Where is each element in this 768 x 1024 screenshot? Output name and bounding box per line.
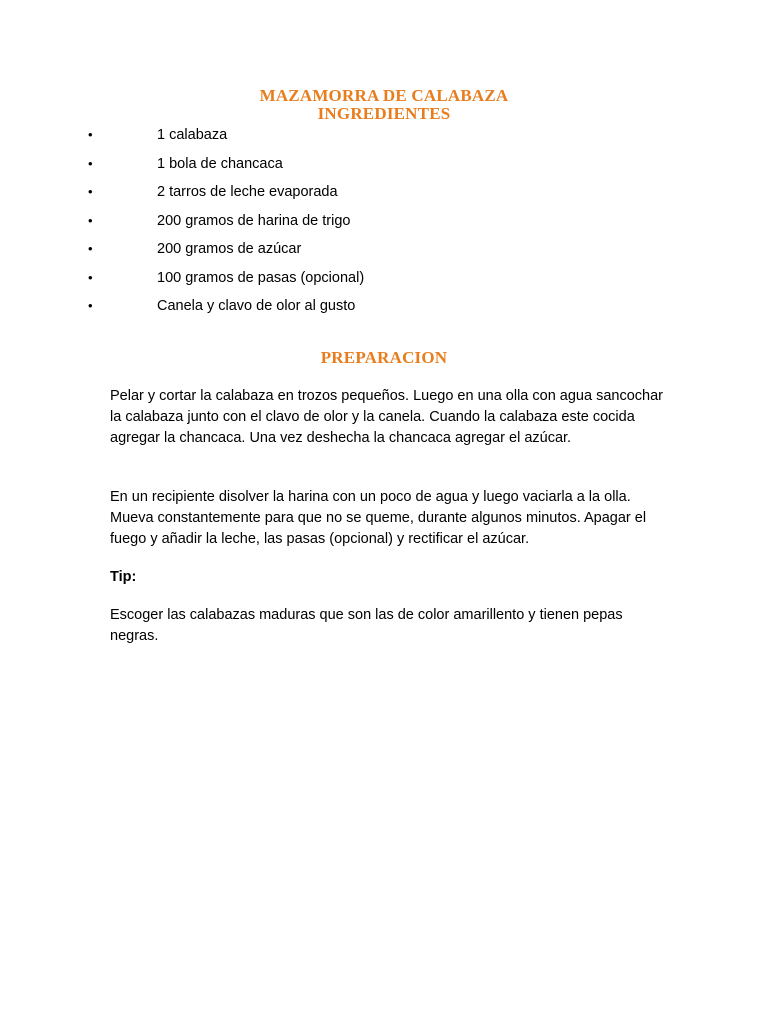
bullet-icon: • <box>88 212 93 228</box>
bullet-icon: • <box>88 298 93 313</box>
list-item <box>0 210 768 239</box>
ingredient-text: 1 bola de chancaca <box>157 155 283 172</box>
list-item <box>0 238 768 267</box>
ingredient-text: 100 gramos de pasas (opcional) <box>157 269 365 286</box>
recipe-title: MAZAMORRA DE CALABAZA <box>259 86 509 105</box>
bullet-icon: • <box>88 241 93 256</box>
ingredients-list <box>0 124 768 324</box>
bullet-icon: • <box>88 127 93 142</box>
list-item <box>0 153 768 182</box>
list-item <box>0 295 768 324</box>
list-item <box>0 181 768 210</box>
ingredient-text: Canela y clavo de olor al gusto <box>157 298 356 314</box>
preparation-paragraph-1: Pelar y cortar la calabaza en trozos pequeños. Luego en una olla con agua sancochar la calabaza junto con el clavo de olor y la canela. Cuando la calabaza este cocida agregar la chancaca. Una vez deshecha la chancaca agregar el azúcar. <box>110 388 663 446</box>
ingredient-text: 200 gramos de azúcar <box>157 241 302 257</box>
bullet-icon: • <box>88 269 93 285</box>
ingredient-text: 200 gramos de harina de trigo <box>157 212 351 229</box>
preparation-heading: PREPARACION <box>320 348 448 367</box>
tip-label: Tip: <box>110 569 137 585</box>
tip-text: Escoger las calabazas maduras que son las de color amarillento y tienen pepas negras. <box>110 607 623 644</box>
bullet-icon: • <box>88 184 93 199</box>
ingredient-text: 1 calabaza <box>157 127 228 143</box>
list-item <box>0 267 768 296</box>
preparation-paragraph-2: En un recipiente disolver la harina con un poco de agua y luego vaciarla a la olla. Mueva constantemente para que no se queme, durante algunos minutos. Apagar el fuego y añadir la leche, las pasas (opcional) y rectificar el azúcar. <box>110 489 647 547</box>
list-item <box>0 124 768 153</box>
ingredients-heading: INGREDIENTES <box>317 104 451 123</box>
ingredient-text: 2 tarros de leche evaporada <box>157 184 338 200</box>
bullet-icon: • <box>88 155 93 171</box>
